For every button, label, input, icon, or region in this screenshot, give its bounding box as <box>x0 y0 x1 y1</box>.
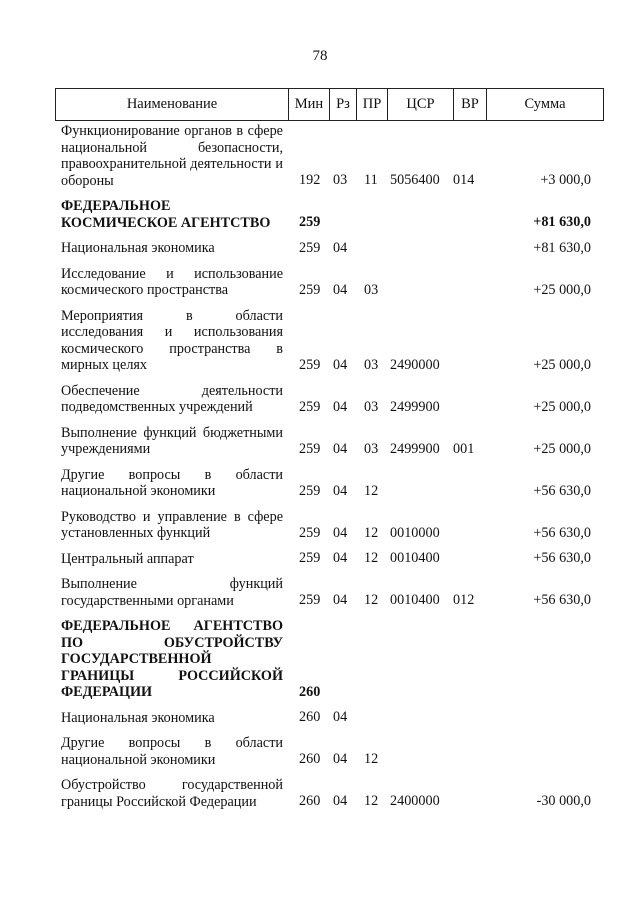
row-rz: 04 <box>333 440 348 457</box>
row-values <box>61 592 601 609</box>
row-values <box>61 214 601 231</box>
row-values <box>61 441 601 458</box>
header-min: Мин <box>289 89 330 120</box>
row-pr: 03 <box>364 398 379 415</box>
row-name: Другие вопросы в области национальной экономики <box>61 466 283 499</box>
row-sum: +56 630,0 <box>533 592 591 608</box>
row-min: 259 <box>299 550 321 566</box>
row-min: 259 <box>299 398 321 415</box>
table-row <box>61 266 601 299</box>
row-values <box>61 282 601 299</box>
row-sum: +81 630,0 <box>533 239 591 256</box>
row-values <box>61 550 601 567</box>
row-values <box>61 684 601 701</box>
row-rz: 04 <box>333 281 348 298</box>
row-csr: 0010000 <box>390 524 440 541</box>
row-rz: 04 <box>333 356 348 373</box>
row-rz: 04 <box>333 793 348 809</box>
row-sum: +56 630,0 <box>533 550 591 566</box>
header-rz: Рз <box>330 89 357 120</box>
table-row <box>61 777 601 810</box>
row-min: 260 <box>299 793 321 809</box>
table-header <box>55 88 604 121</box>
row-name: Центральный аппарат <box>61 550 194 567</box>
row-rz: 04 <box>333 239 348 256</box>
row-csr: 0010400 <box>390 550 440 566</box>
row-min: 259 <box>299 356 321 373</box>
row-pr: 11 <box>364 172 378 188</box>
row-values <box>61 240 601 257</box>
row-csr: 2499900 <box>390 440 440 457</box>
row-values <box>61 793 601 810</box>
row-sum: +25 000,0 <box>533 398 591 415</box>
header-csr: ЦСР <box>388 89 454 120</box>
row-csr: 0010400 <box>390 592 440 608</box>
row-pr: 03 <box>364 440 379 457</box>
table-row <box>61 308 601 374</box>
row-min: 260 <box>299 683 321 700</box>
row-pr: 12 <box>364 592 379 608</box>
row-values <box>61 172 601 189</box>
row-sum: +56 630,0 <box>533 482 591 499</box>
row-sum: +56 630,0 <box>533 524 591 541</box>
table-row <box>61 425 601 458</box>
row-values <box>61 357 601 374</box>
table-row <box>61 198 601 231</box>
row-rz: 04 <box>333 751 348 767</box>
header-vr: ВР <box>454 89 487 120</box>
row-csr: 2490000 <box>390 356 440 373</box>
header-name: Наименование <box>56 89 289 120</box>
row-min: 259 <box>299 239 321 256</box>
table-row <box>61 509 601 542</box>
row-values <box>61 525 601 542</box>
row-name: Национальная экономика <box>61 709 215 726</box>
table-row <box>61 710 601 727</box>
table-row <box>61 383 601 416</box>
row-sum: +81 630,0 <box>533 214 591 230</box>
row-rz: 04 <box>333 550 348 566</box>
table-row <box>61 735 601 768</box>
row-name: Мероприятия в области исследования и использования космического пространства в мирных целях <box>61 307 283 373</box>
row-rz: 04 <box>333 482 348 499</box>
row-name: Функционирование органов в сфере национальной безопасности, правоохранительной деятельности и обороны <box>61 123 283 189</box>
row-min: 260 <box>299 751 321 767</box>
row-rz: 04 <box>333 524 348 541</box>
row-sum: +25 000,0 <box>533 440 591 457</box>
row-pr: 03 <box>364 281 379 298</box>
row-rz: 04 <box>333 709 348 725</box>
table-row <box>61 240 601 257</box>
row-vr: 012 <box>453 592 475 608</box>
table-row <box>61 123 601 189</box>
table-row <box>61 618 601 701</box>
row-pr: 12 <box>364 482 379 499</box>
row-min: 259 <box>299 524 321 541</box>
row-csr: 2400000 <box>390 793 440 809</box>
table-row <box>61 576 601 609</box>
row-min: 259 <box>299 592 321 608</box>
row-name: ФЕДЕРАЛЬНОЕ КОСМИЧЕСКОЕ АГЕНТСТВО <box>61 198 271 231</box>
row-rz: 03 <box>333 172 348 188</box>
row-name: Исследование и использование космического пространства <box>61 265 283 298</box>
row-name: Выполнение функций государственными органами <box>61 576 283 609</box>
row-values <box>61 751 601 768</box>
row-min: 192 <box>299 172 321 188</box>
row-min: 259 <box>299 482 321 499</box>
row-sum: +25 000,0 <box>533 356 591 373</box>
row-values <box>61 399 601 416</box>
row-sum: +3 000,0 <box>540 172 591 188</box>
row-pr: 12 <box>364 550 379 566</box>
row-rz: 04 <box>333 398 348 415</box>
row-min: 259 <box>299 440 321 457</box>
row-min: 260 <box>299 709 321 725</box>
row-min: 259 <box>299 281 321 298</box>
table-row <box>61 467 601 500</box>
row-pr: 12 <box>364 524 379 541</box>
row-name: Другие вопросы в области национальной экономики <box>61 735 283 768</box>
row-pr: 12 <box>364 793 379 809</box>
row-rz: 04 <box>333 592 348 608</box>
row-vr: 014 <box>453 172 475 188</box>
row-vr: 001 <box>453 440 475 457</box>
row-pr: 12 <box>364 751 379 767</box>
header-sum: Сумма <box>524 96 566 112</box>
row-csr: 5056400 <box>390 172 440 188</box>
row-name: Выполнение функций бюджетными учреждениями <box>61 424 283 457</box>
row-name: ФЕДЕРАЛЬНОЕ АГЕНТСТВО ПО ОБУСТРОЙСТВУ ГОСУДАРСТВЕННОЙ ГРАНИЦЫ РОССИЙСКОЙ ФЕДЕРАЦИИ <box>61 618 283 700</box>
row-name: Обустройство государственной границы Российской Федерации <box>61 777 283 810</box>
row-csr: 2499900 <box>390 398 440 415</box>
row-values <box>61 483 601 500</box>
row-min: 259 <box>299 214 321 230</box>
row-name: Национальная экономика <box>61 240 215 256</box>
table-row <box>61 551 601 568</box>
table-body <box>61 123 601 819</box>
row-name: Обеспечение деятельности подведомственных учреждений <box>61 382 283 415</box>
row-sum: +25 000,0 <box>533 281 591 298</box>
row-pr: 03 <box>364 356 379 373</box>
row-values <box>61 709 601 726</box>
row-name: Руководство и управление в сфере установленных функций <box>61 508 283 541</box>
page-number: 78 <box>312 48 328 64</box>
row-sum: -30 000,0 <box>536 793 591 809</box>
header-pr: ПР <box>357 89 388 120</box>
